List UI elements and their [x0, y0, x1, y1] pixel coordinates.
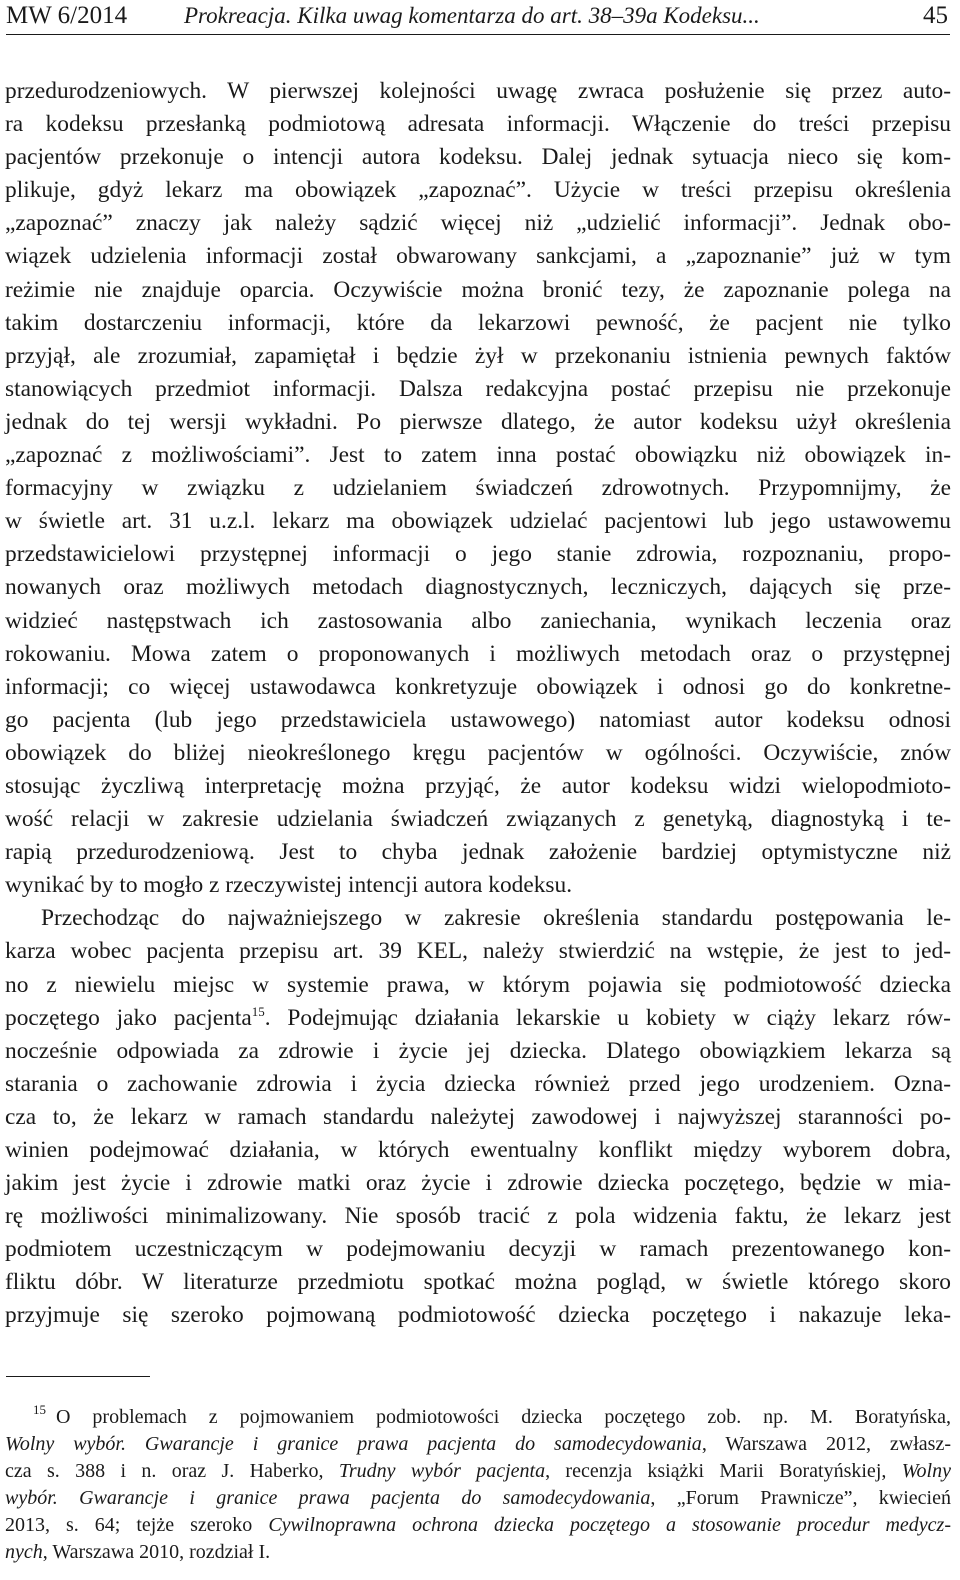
text-line: nowanych oraz możliwych metodach diagnostycznych, leczniczych, dających się prze-: [5, 574, 951, 601]
paragraph-first-line: Przechodząc do najważniejszego w zakresie określenia standardu postępowania le-: [41, 905, 951, 932]
text-line: przedstawicielowi przystępnej informacji o jego stanie zdrowia, rozpoznaniu, propo-: [5, 541, 951, 568]
book-title: Trudny wybór pacjenta: [338, 1460, 546, 1482]
body-text: [5, 75, 951, 1333]
footnote-text: , Warszawa 2012, zwłasz-: [701, 1433, 952, 1455]
text-line: ra kodeksu przesłanką podmiotową adresata informacji. Włączenie do treści przepisu: [5, 111, 951, 138]
footnote-line: [5, 1458, 951, 1485]
footnote-line: [5, 1485, 951, 1512]
text-line: przyjął, ale zrozumiał, zapamiętał i będzie żył w przekonaniu istnienia pewnych faktów: [5, 342, 951, 369]
text-line: takim dostarczeniu informacji, które da lekarzowi pewność, że pacjent nie tylko: [5, 309, 951, 336]
text-line: pacjentów przekonuje o intencji autora kodeksu. Dalej jednak sytuacja nieco się kom-: [5, 144, 951, 171]
text-line: reżimie nie znajduje oparcia. Oczywiście można bronić tezy, że zapoznanie polega na: [5, 276, 951, 303]
page-number: 45: [923, 2, 948, 29]
book-title: Wolny wybór. Gwarancje i granice prawa pacjenta do samodecydowania: [5, 1433, 702, 1455]
text-line: rokowaniu. Mowa zatem o proponowanych i możliwych metodach oraz o przystępnej: [5, 640, 951, 667]
text-line: w świetle art. 31 u.z.l. lekarz ma obowiązek udzielać pacjentowi lub jego ustawowemu: [5, 508, 951, 535]
paragraph-last-line: wynikać by to mogło z rzeczywistej intencji autora kodeksu.: [5, 872, 573, 899]
text-line: przedurodzeniowych. W pierwszej kolejności uwagę zwraca posłużenie się przez auto-: [5, 78, 951, 104]
journal-issue: MW 6/2014: [6, 2, 128, 29]
book-title: Wolny: [901, 1460, 951, 1482]
footnote-text: O problemach z pojmowaniem podmiotowości dziecka poczętego zob. np. M. Boratyńska,: [56, 1406, 951, 1428]
footnote-text: cza s. 388 i n. oraz J. Haberko,: [5, 1460, 339, 1482]
footnote-separator: [6, 1376, 150, 1377]
text-line: starania o zachowanie zdrowia i życia dziecka również przed jego urodzeniem. Ozna-: [5, 1070, 951, 1097]
text-line: jednak do tej wersji wykładni. Po pierwsze dlatego, że autor kodeksu użył określenia: [5, 408, 951, 435]
footnote-text: 2013, s. 64; tejże szeroko: [5, 1514, 269, 1536]
running-title: Prokreacja. Kilka uwag komentarza do art. 38–39a Kodeksu...: [184, 3, 760, 28]
text-line: go pacjenta (lub jego przedstawiciela ustawowego) natomiast autor kodeksu odnosi: [5, 706, 951, 733]
text-line: obowiązek do bliżej nieokreślonego kręgu pacjentów w ogólności. Oczywiście, znów: [5, 739, 951, 766]
text-line: informacji; co więcej ustawodawca konkretyzuje obowiązek i odnosi go do konkretne-: [5, 673, 951, 700]
running-header: [6, 0, 950, 35]
footnote: [5, 1404, 951, 1566]
text-line-with-footnote: [5, 1002, 951, 1035]
footnote-text: , Warszawa 2010, rozdział I.: [42, 1541, 271, 1563]
text-line: winien podejmować działania, w których ewentualny konflikt między wyborem dobra,: [5, 1137, 951, 1163]
text-line: podmiotem uczestniczącym w podejmowaniu decyzji w ramach prezentowanego kon-: [5, 1236, 951, 1263]
text-line: widzieć następstwach ich zastosowania albo zaniechania, wynikach leczenia oraz: [5, 607, 951, 634]
text-line: formacyjny w związku z udzielaniem świadczeń zdrowotnych. Przypomnijmy, że: [5, 475, 951, 502]
footnote-text: , „Forum Prawnicze”, kwiecień: [650, 1487, 951, 1509]
footnote-reference[interactable]: 15: [251, 1003, 265, 1019]
text-line: no z niewielu miejsc w systemie prawa, w którym pojawia się podmiotowość dziecka: [5, 971, 951, 998]
footnote-line: [5, 1539, 951, 1566]
footnote-text: , recenzja książki Marii Boratyńskiej,: [545, 1460, 902, 1482]
footnote-line: [5, 1431, 951, 1458]
text-segment: . Podejmując działania lekarskie u kobiety w ciąży lekarz rów-: [264, 1004, 951, 1031]
text-line: nocześnie odpowiada za zdrowie i życie jej dziecka. Dlatego obowiązkiem lekarza są: [5, 1037, 951, 1064]
text-line: rapią przedurodzeniową. Jest to chyba jednak założenie bardziej optymistyczne niż: [5, 839, 951, 866]
text-line: jakim jest życie i zdrowie matki oraz życie i zdrowie dziecka poczętego, będzie w mia-: [5, 1170, 951, 1197]
text-line: „zapoznać” znaczy jak należy sądzić więcej niż „udzielić informacji”. Jednak obo-: [5, 210, 951, 237]
text-line: plikuje, gdyż lekarz ma obowiązek „zapoznać”. Użycie w treści przepisu określenia: [5, 177, 951, 204]
text-line: wiązek udzielenia informacji został obwarowany sankcjami, a „zapoznanie” już w tym: [5, 243, 951, 270]
book-title: nych: [5, 1541, 43, 1563]
text-line: wość relacji w zakresie udzielania świadczeń związanych z genetyką, diagnostyką i te-: [5, 806, 951, 833]
text-line: karza wobec pacjenta przepisu art. 39 KEL, należy stwierdzić na wstępie, że jest to jed-: [5, 938, 951, 965]
text-line: przyjmuje się szeroko pojmowaną podmiotowość dziecka poczętego i nakazuje leka-: [5, 1302, 951, 1329]
text-line: rę możliwości minimalizowany. Nie sposób tracić z pola widzenia faktu, że lekarz jest: [5, 1203, 951, 1230]
footnote-line: [5, 1404, 951, 1431]
text-line: stanowiących przedmiot informacji. Dalsza redakcyjna postać przepisu nie przekonuje: [5, 375, 951, 402]
text-segment: poczętego jako pacjenta: [5, 1004, 252, 1031]
footnote-line: [5, 1512, 951, 1539]
text-line: „zapoznać z możliwościami”. Jest to zatem inna postać obowiązku niż obowiązek in-: [5, 442, 951, 469]
book-title: Cywilnoprawna ochrona dziecka poczętego a stosowanie procedur medycz-: [268, 1514, 951, 1536]
text-line: fliktu dóbr. W literaturze przedmiotu spotkać można pogląd, w świetle którego skoro: [5, 1269, 951, 1296]
text-line: cza to, że lekarz w ramach standardu należytej zawodowej i najwyższej staranności po-: [5, 1103, 951, 1130]
book-title: wybór. Gwarancje i granice prawa pacjenta do samodecydowania: [5, 1487, 651, 1509]
footnote-number: 15: [33, 1402, 46, 1417]
text-line: stosując życzliwą interpretację można przyjąć, że autor kodeksu widzi wielopodmioto-: [5, 772, 951, 799]
